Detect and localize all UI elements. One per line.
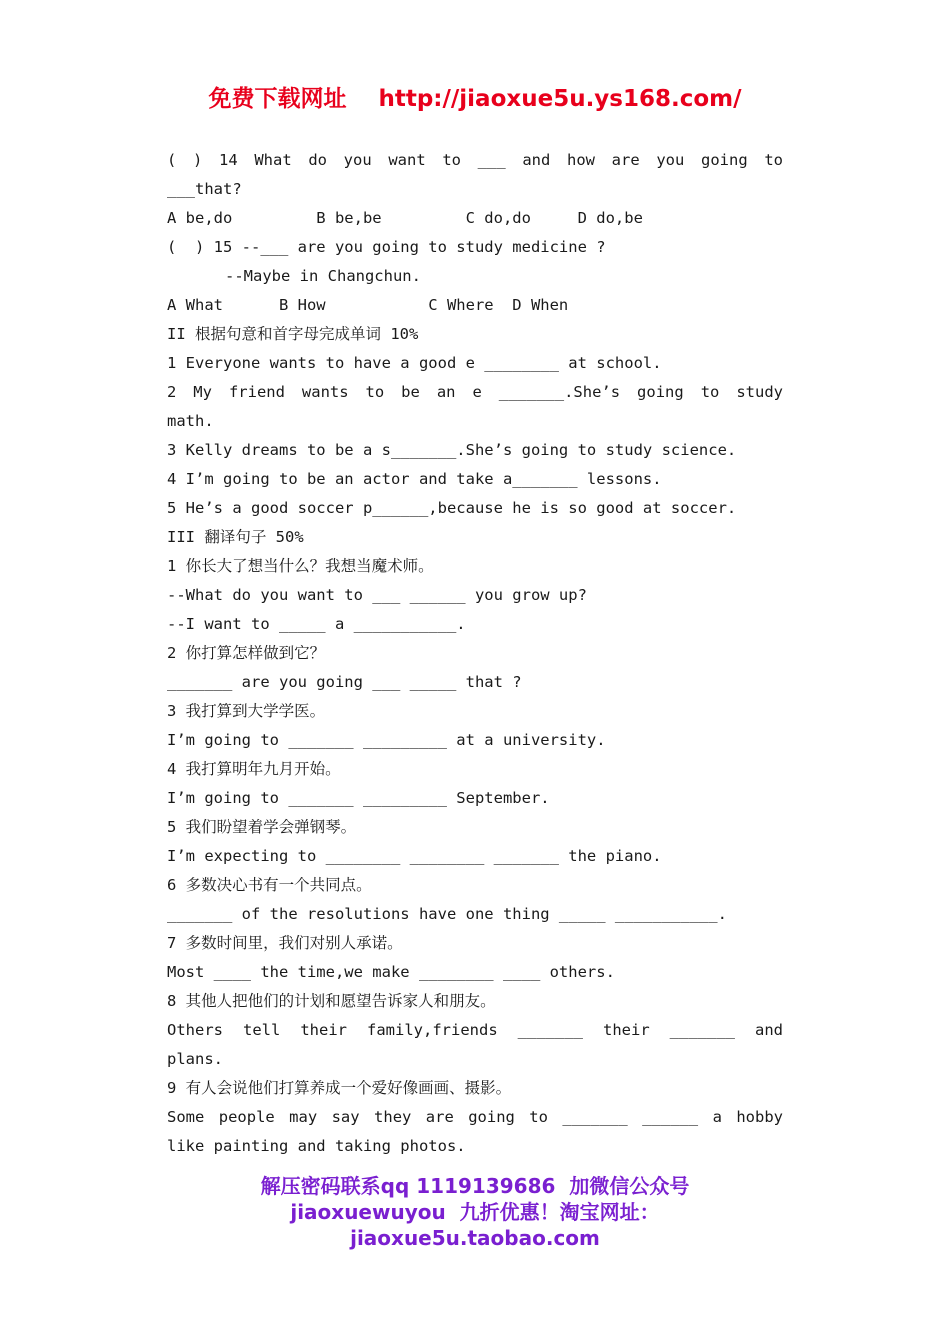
footer-line-discount: jiaoxuewuyou 九折优惠！淘宝网址：	[290, 1200, 660, 1224]
text-line: II 根据句意和首字母完成单词 10%	[167, 325, 419, 343]
text-line: like painting and taking photos.	[167, 1137, 466, 1155]
text-line: Most ____ the time,we make ________ ____ others.	[167, 963, 615, 981]
text-line: ( ) 15 --___ are you going to study medicine ?	[167, 238, 606, 256]
text-line: A be,do B be,be C do,do D do,be	[167, 209, 643, 227]
footer-line-shop-url: jiaoxue5u.taobao.com	[350, 1226, 600, 1250]
text-line: 8 其他人把他们的计划和愿望告诉家人和朋友。	[167, 992, 496, 1010]
text-line: 6 多数决心书有一个共同点。	[167, 876, 372, 894]
text-line: 9 有人会说他们打算养成一个爱好像画画、摄影。	[167, 1079, 512, 1097]
text-line: --What do you want to ___ ______ you grow up?	[167, 586, 587, 604]
text-line: Some people may say they are going to _______ ______ a hobby	[167, 1108, 783, 1126]
text-line: A What B How C Where D When	[167, 296, 569, 314]
text-line: 1 Everyone wants to have a good e ________ at school.	[167, 354, 662, 372]
text-line: I’m going to _______ _________ at a university.	[167, 731, 606, 749]
text-line: I’m expecting to ________ ________ _______ the piano.	[167, 847, 662, 865]
text-line: _______ are you going ___ _____ that ?	[167, 673, 522, 691]
text-line: 1 你长大了想当什么？我想当魔术师。	[167, 557, 434, 575]
text-line: ( ) 14 What do you want to ___ and how are you going to	[167, 151, 783, 169]
download-url-header: 免费下载网址 http://jiaoxue5u.ys168.com/	[208, 86, 742, 112]
text-line: 7 多数时间里，我们对别人承诺。	[167, 934, 403, 952]
text-line: Others tell their family,friends _______ their _______ and	[167, 1021, 783, 1039]
contact-footer	[0, 1173, 950, 1251]
text-line: 4 I’m going to be an actor and take a_______ lessons.	[167, 470, 662, 488]
text-line: _______ of the resolutions have one thing _____ ___________.	[167, 905, 727, 923]
text-line: 4 我打算明年九月开始。	[167, 760, 341, 778]
footer-line-password: 解压密码联系qq 1119139686 加微信公众号	[260, 1174, 690, 1198]
text-line: 2 你打算怎样做到它？	[167, 644, 326, 662]
text-line: math.	[167, 412, 214, 430]
text-line: I’m going to _______ _________ September.	[167, 789, 550, 807]
exercise-content	[167, 146, 783, 1161]
text-line: 3 我打算到大学学医。	[167, 702, 326, 720]
text-line: --Maybe in Changchun.	[225, 267, 421, 285]
text-line: 5 He’s a good soccer p______,because he is so good at soccer.	[167, 499, 737, 517]
text-line: ___that?	[167, 180, 242, 198]
text-line: 5 我们盼望着学会弹钢琴。	[167, 818, 357, 836]
text-line: III 翻译句子 50%	[167, 528, 304, 546]
text-line: 2 My friend wants to be an e _______.She’s going to study	[167, 383, 783, 401]
text-line: --I want to _____ a ___________.	[167, 615, 466, 633]
text-line: 3 Kelly dreams to be a s_______.She’s going to study science.	[167, 441, 737, 459]
text-line: plans.	[167, 1050, 223, 1068]
